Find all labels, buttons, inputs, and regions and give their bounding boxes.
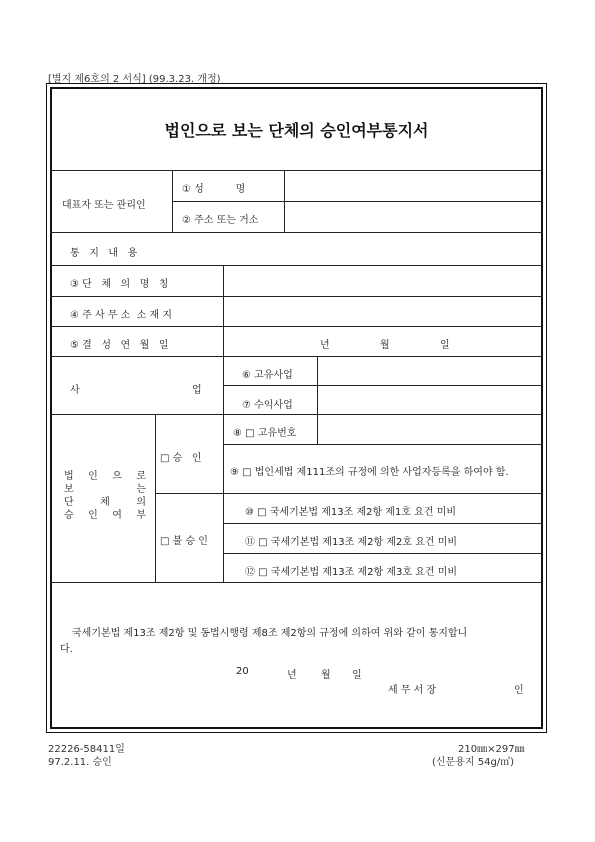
seal-mark: 인 [514, 685, 524, 696]
column-divider [172, 170, 173, 232]
business-label-right: 업 [192, 385, 202, 396]
office-location-field[interactable] [224, 297, 542, 326]
row-divider [50, 232, 543, 233]
founding-year-unit: 년 [320, 340, 330, 351]
label-char: 는 [136, 484, 146, 495]
label-char: 승 [64, 510, 74, 521]
date-day-unit: 일 [352, 670, 362, 681]
label-char: 단 [64, 497, 74, 508]
notice-content-label: 통 지 내 용 [70, 248, 138, 259]
statement-text-continued: 다. [60, 644, 73, 655]
label-char: 으 [112, 471, 122, 482]
date-month-unit: 월 [321, 670, 331, 681]
document-title: 법인으로 보는 단체의 승인여부통지서 [164, 121, 429, 140]
id-number-field[interactable] [318, 415, 542, 444]
id-number-label: ⑧ □ 고유번호 [233, 428, 297, 439]
paper-spec: (신문용지 54g/㎡) [432, 757, 515, 768]
representative-label: 대표자 또는 관리인 [62, 200, 146, 211]
label-row [64, 470, 146, 483]
label-row [64, 496, 146, 509]
label-row [64, 483, 146, 496]
own-business-label: ⑥ 고유사업 [242, 370, 293, 381]
group-name-field[interactable] [224, 266, 542, 296]
reject-reason-1[interactable]: ⑩ □ 국세기본법 제13조 제2항 제1호 요건 미비 [245, 507, 457, 518]
statement-text: 국세기본법 제13조 제2항 및 동법시행령 제8조 제2항의 규정에 의하여 위와 같이 통지합니 [72, 628, 468, 639]
paper-size: 210㎜×297㎜ [458, 744, 525, 755]
label-char: 여 [112, 510, 122, 521]
corp-tax-notice: ⑨ □ 법인세법 제111조의 규정에 의한 사업자등록을 하여야 함. [230, 467, 509, 478]
address-label: ② 주소 또는 거소 [182, 215, 259, 226]
founding-month-unit: 월 [380, 340, 390, 351]
office-location-label: ④ 주 사 무 소 소 재 지 [70, 310, 173, 321]
profit-business-field[interactable] [318, 386, 542, 414]
approval-status-label [64, 470, 146, 522]
approve-checkbox[interactable]: □ 승 인 [160, 453, 202, 464]
reject-reason-3[interactable]: ⑫ □ 국세기본법 제13조 제2항 제3호 요건 미비 [245, 567, 458, 578]
approval-date: 97.2.11. 승인 [48, 757, 112, 768]
column-divider [223, 356, 224, 582]
business-label-left: 사 [70, 385, 80, 396]
founding-date-label: ⑤ 결 성 연 월 일 [70, 340, 169, 351]
label-char: 부 [136, 510, 146, 521]
profit-business-label: ⑦ 수익사업 [242, 400, 293, 411]
founding-day-unit: 일 [440, 340, 450, 351]
form-code: 22226-58411일 [48, 744, 125, 755]
date-year-unit: 년 [287, 670, 297, 681]
label-row [64, 509, 146, 522]
label-char: 보 [64, 484, 74, 495]
row-divider [50, 582, 543, 583]
tax-office-head: 세 무 서 장 [388, 685, 437, 696]
name-field[interactable] [285, 171, 542, 201]
form-number-label: [별지 제6호의 2 서식] (99.3.23. 개정) [48, 74, 221, 85]
label-char: 체 [100, 497, 110, 508]
reject-checkbox[interactable]: □ 불 승 인 [160, 536, 208, 547]
date-century: 20 [236, 666, 249, 677]
reject-reason-2[interactable]: ⑪ □ 국세기본법 제13조 제2항 제2호 요건 미비 [245, 537, 458, 548]
address-field[interactable] [285, 202, 542, 232]
own-business-field[interactable] [318, 357, 542, 385]
group-name-label: ③ 단 체 의 명 칭 [70, 279, 169, 290]
column-divider [155, 414, 156, 582]
name-label: ① 성 명 [182, 184, 246, 195]
label-char: 의 [136, 497, 146, 508]
row-divider [155, 493, 543, 494]
row-divider [223, 444, 543, 445]
row-divider [50, 326, 543, 327]
label-char: 인 [88, 471, 98, 482]
row-divider [223, 553, 543, 554]
label-char: 인 [88, 510, 98, 521]
row-divider [223, 523, 543, 524]
label-char: 로 [136, 471, 146, 482]
label-char: 법 [64, 471, 74, 482]
